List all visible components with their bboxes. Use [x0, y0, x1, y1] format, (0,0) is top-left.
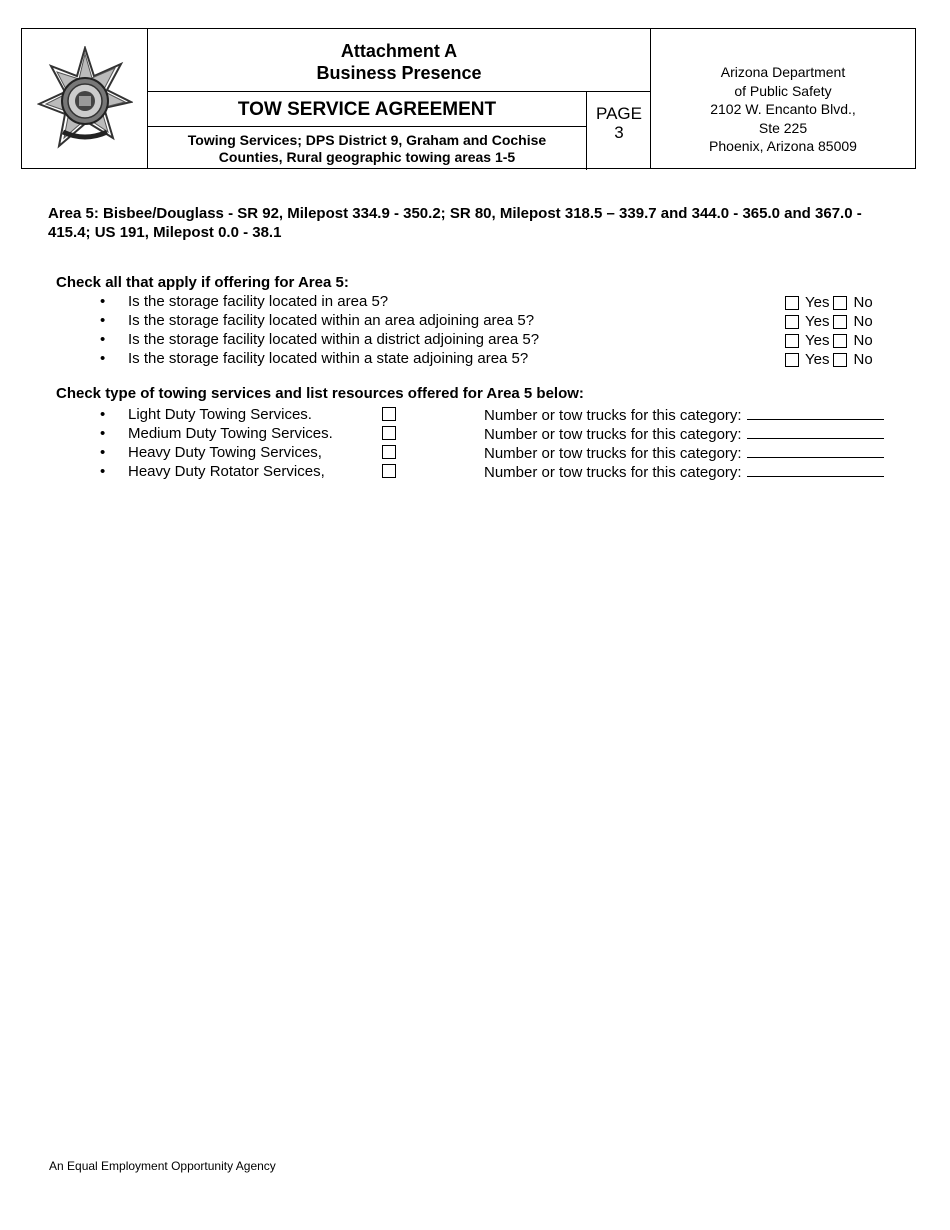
bullet: •	[100, 444, 106, 461]
yes-no-group	[785, 331, 877, 350]
yes-no-group	[785, 312, 877, 331]
service-row	[0, 462, 950, 481]
area-title: Area 5: Bisbee/Douglass - SR 92, Milepost 334.9 - 350.2; SR 80, Milepost 318.5 – 339.7 and 344.0 - 365.0 and 367.0 - 415.4; US 191, Milepost 0.0 - 38.1	[48, 205, 862, 241]
service-label: Light Duty Towing Services.	[128, 406, 312, 423]
no-checkbox[interactable]	[833, 334, 847, 348]
logo-cell	[22, 29, 148, 168]
storage-question-row	[0, 349, 950, 368]
bullet: •	[100, 350, 106, 367]
no-label: No	[853, 294, 873, 311]
agreement-title: TOW SERVICE AGREEMENT	[148, 92, 587, 127]
yes-label: Yes	[805, 351, 830, 368]
page-number-cell	[587, 92, 651, 170]
yes-checkbox[interactable]	[785, 334, 799, 348]
service-checkbox[interactable]	[382, 426, 396, 440]
question-text: Is the storage facility located within a district adjoining area 5?	[128, 331, 540, 348]
no-label: No	[853, 313, 873, 330]
service-label: Heavy Duty Towing Services,	[128, 444, 322, 461]
question-text: Is the storage facility located within an area adjoining area 5?	[128, 312, 535, 329]
no-checkbox[interactable]	[833, 296, 847, 310]
bullet: •	[100, 293, 106, 310]
bullet: •	[100, 406, 106, 423]
address-line-3: 2102 W. Encanto Blvd.,	[710, 101, 856, 117]
bullet: •	[100, 425, 106, 442]
address-line-2: of Public Safety	[734, 82, 832, 99]
service-label: Heavy Duty Rotator Services,	[128, 463, 325, 480]
address-line-1: Arizona Department	[720, 64, 846, 80]
description-line-1: Towing Services; DPS District 9, Graham and Cochise	[187, 132, 547, 148]
storage-question-row	[0, 311, 950, 330]
truck-count-label: Number or tow trucks for this category:	[484, 407, 742, 424]
service-checkbox[interactable]	[382, 445, 396, 459]
agency-address	[651, 29, 915, 168]
no-label: No	[853, 332, 873, 349]
no-checkbox[interactable]	[833, 315, 847, 329]
storage-question-row	[0, 330, 950, 349]
description-line-2: Counties, Rural geographic towing areas 1-5	[218, 149, 516, 165]
address-line-4: Ste 225	[758, 119, 808, 136]
bullet: •	[100, 331, 106, 348]
attachment-title	[148, 29, 650, 92]
truck-count-label: Number or tow trucks for this category:	[484, 445, 742, 462]
yes-checkbox[interactable]	[785, 315, 799, 329]
attachment-line: Attachment A	[340, 41, 458, 61]
service-row	[0, 443, 950, 462]
header-middle	[148, 29, 651, 168]
truck-count-field	[484, 424, 884, 444]
page-number: 3	[614, 123, 624, 142]
footer-text: An Equal Employment Opportunity Agency	[49, 1159, 276, 1173]
question-text: Is the storage facility located in area 5?	[128, 293, 389, 310]
yes-label: Yes	[805, 294, 830, 311]
service-label: Medium Duty Towing Services.	[128, 425, 333, 442]
storage-question-row	[0, 292, 950, 311]
no-label: No	[853, 351, 873, 368]
truck-count-input[interactable]	[747, 405, 884, 420]
truck-count-input[interactable]	[747, 443, 884, 458]
service-checkbox[interactable]	[382, 464, 396, 478]
service-row	[0, 424, 950, 443]
bullet: •	[100, 312, 106, 329]
yes-label: Yes	[805, 313, 830, 330]
service-row	[0, 405, 950, 424]
truck-count-input[interactable]	[747, 424, 884, 439]
no-checkbox[interactable]	[833, 353, 847, 367]
address-line-5: Phoenix, Arizona 85009	[709, 138, 857, 154]
truck-count-input[interactable]	[747, 462, 884, 477]
storage-section-title: Check all that apply if offering for Area 5:	[56, 274, 349, 291]
yes-no-group	[785, 293, 877, 312]
agreement-description	[148, 127, 587, 170]
page-label: PAGE	[596, 104, 642, 123]
truck-count-field	[484, 405, 884, 425]
yes-label: Yes	[805, 332, 830, 349]
yes-no-group	[785, 350, 877, 369]
header-table	[21, 28, 916, 169]
service-checkbox[interactable]	[382, 407, 396, 421]
business-presence-line: Business Presence	[316, 63, 482, 83]
yes-checkbox[interactable]	[785, 353, 799, 367]
bullet: •	[100, 463, 106, 480]
truck-count-field	[484, 462, 884, 482]
yes-checkbox[interactable]	[785, 296, 799, 310]
question-text: Is the storage facility located within a state adjoining area 5?	[128, 350, 529, 367]
truck-count-label: Number or tow trucks for this category:	[484, 464, 742, 481]
services-section-title: Check type of towing services and list resources offered for Area 5 below:	[56, 385, 584, 402]
truck-count-field	[484, 443, 884, 463]
truck-count-label: Number or tow trucks for this category:	[484, 426, 742, 443]
dps-badge-logo	[37, 46, 133, 152]
